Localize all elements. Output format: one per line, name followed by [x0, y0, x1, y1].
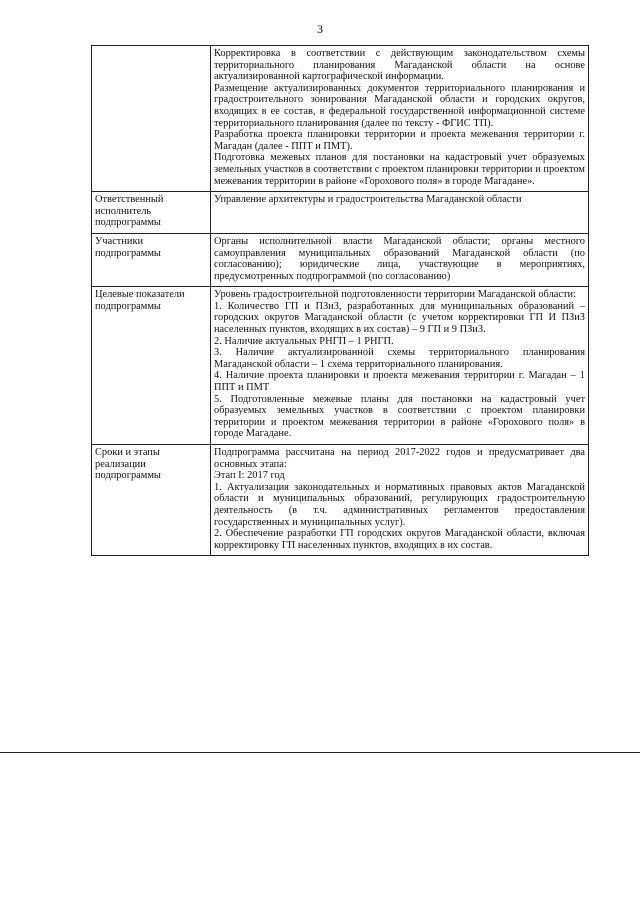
- row-label: Участники подпрограммы: [92, 233, 211, 286]
- paragraph: 4. Наличие проекта планировки и проекта межевания территории г. Магадан – 1 ППТ и ПМТ: [214, 370, 585, 394]
- paragraph: 2. Наличие актуальных РНГП – 1 РНГП.: [214, 335, 394, 347]
- paragraph: 5. Подготовленные межевые планы для постановки на кадастровый учет образуемых земельных участков в соответствии с проектом планировки территории и проектом межевания территории в районе «Горохового поля» в городе Магадане.: [214, 393, 585, 440]
- row-content: [211, 287, 589, 445]
- paragraph: Уровень градостроительной подготовленности территории Магаданской области:: [214, 289, 576, 301]
- paragraph: Разработка проекта планировки территории и проекта межевания территории г. Магадан (далее - ППТ и ПМТ).: [214, 129, 585, 152]
- paragraph: 3. Наличие актуализированной схемы территориального планирования Магаданской области – 1 схема территориального планирования.: [214, 347, 585, 370]
- paragraph: 1. Актуализация законодательных и нормативных правовых актов Магаданской области и муниципальных образований, регулирующих градостроительную деятельность (в т.ч. административных регламентов предоставления государственных и муниципальных услуг).: [214, 481, 585, 528]
- paragraph: Управление архитектуры и градостроительства Магаданской области: [214, 194, 522, 206]
- table-row: [92, 445, 589, 556]
- subprogram-passport-table: [91, 45, 589, 556]
- table-row: [92, 192, 589, 234]
- paragraph: Размещение актуализированных документов территориального планирования и градостроительного зонирования Магаданской области и городских округов, входящих в ее состав, в федеральной государственной информационной системе территориального планирования (далее по тексту - ФГИС ТП).: [214, 82, 585, 129]
- row-label: [92, 46, 211, 192]
- page-separator-line: [0, 752, 640, 753]
- table-row: [92, 287, 589, 445]
- paragraph: Корректировка в соответствии с действующим законодательством схемы территориального планирования Магаданской области на основе актуализированной картографической информации.: [214, 48, 585, 83]
- table-row: [92, 46, 589, 192]
- paragraph: 1. Количество ГП и ПЗиЗ, разработанных для муниципальных образований – городских округов Магаданской области (с учетом корректировки ГП И ПЗиЗ населенных пунктов, входящих в их состав) – 9 ГП и 9 ПЗиЗ.: [214, 300, 585, 336]
- paragraph: Подпрограмма рассчитана на период 2017-2022 годов и предусматривает два основных этапа:: [214, 447, 585, 470]
- row-label: Ответственный исполнитель подпрограммы: [92, 192, 211, 234]
- row-label: Целевые показатели подпрограммы: [92, 287, 211, 445]
- page-number: 3: [317, 22, 323, 36]
- paragraph: Этап I: 2017 год: [214, 470, 285, 482]
- row-content: [211, 445, 589, 556]
- table-row: [92, 233, 589, 286]
- paragraph: Органы исполнительной власти Магаданской области; органы местного самоуправления муниципальных образований Магаданской области (по согласованию); юридические лица, участвующие в мероприятиях, предусмотренных подпрограммой (по согласованию): [214, 235, 585, 282]
- row-content: [211, 192, 589, 234]
- row-label: Сроки и этапы реализации подпрограммы: [92, 445, 211, 556]
- paragraph: Подготовка межевых планов для постановки на кадастровый учет образуемых земельных участков в соответствии с проектом планировки территории и проектом межевания территории в районе «Горохового поля» в городе Магадане».: [214, 152, 585, 187]
- row-content: [211, 233, 589, 286]
- paragraph: 2. Обеспечение разработки ГП городских округов Магаданской области, включая корректировку ГП населенных пунктов, входящих в их состав.: [214, 528, 585, 551]
- row-content: [211, 46, 589, 192]
